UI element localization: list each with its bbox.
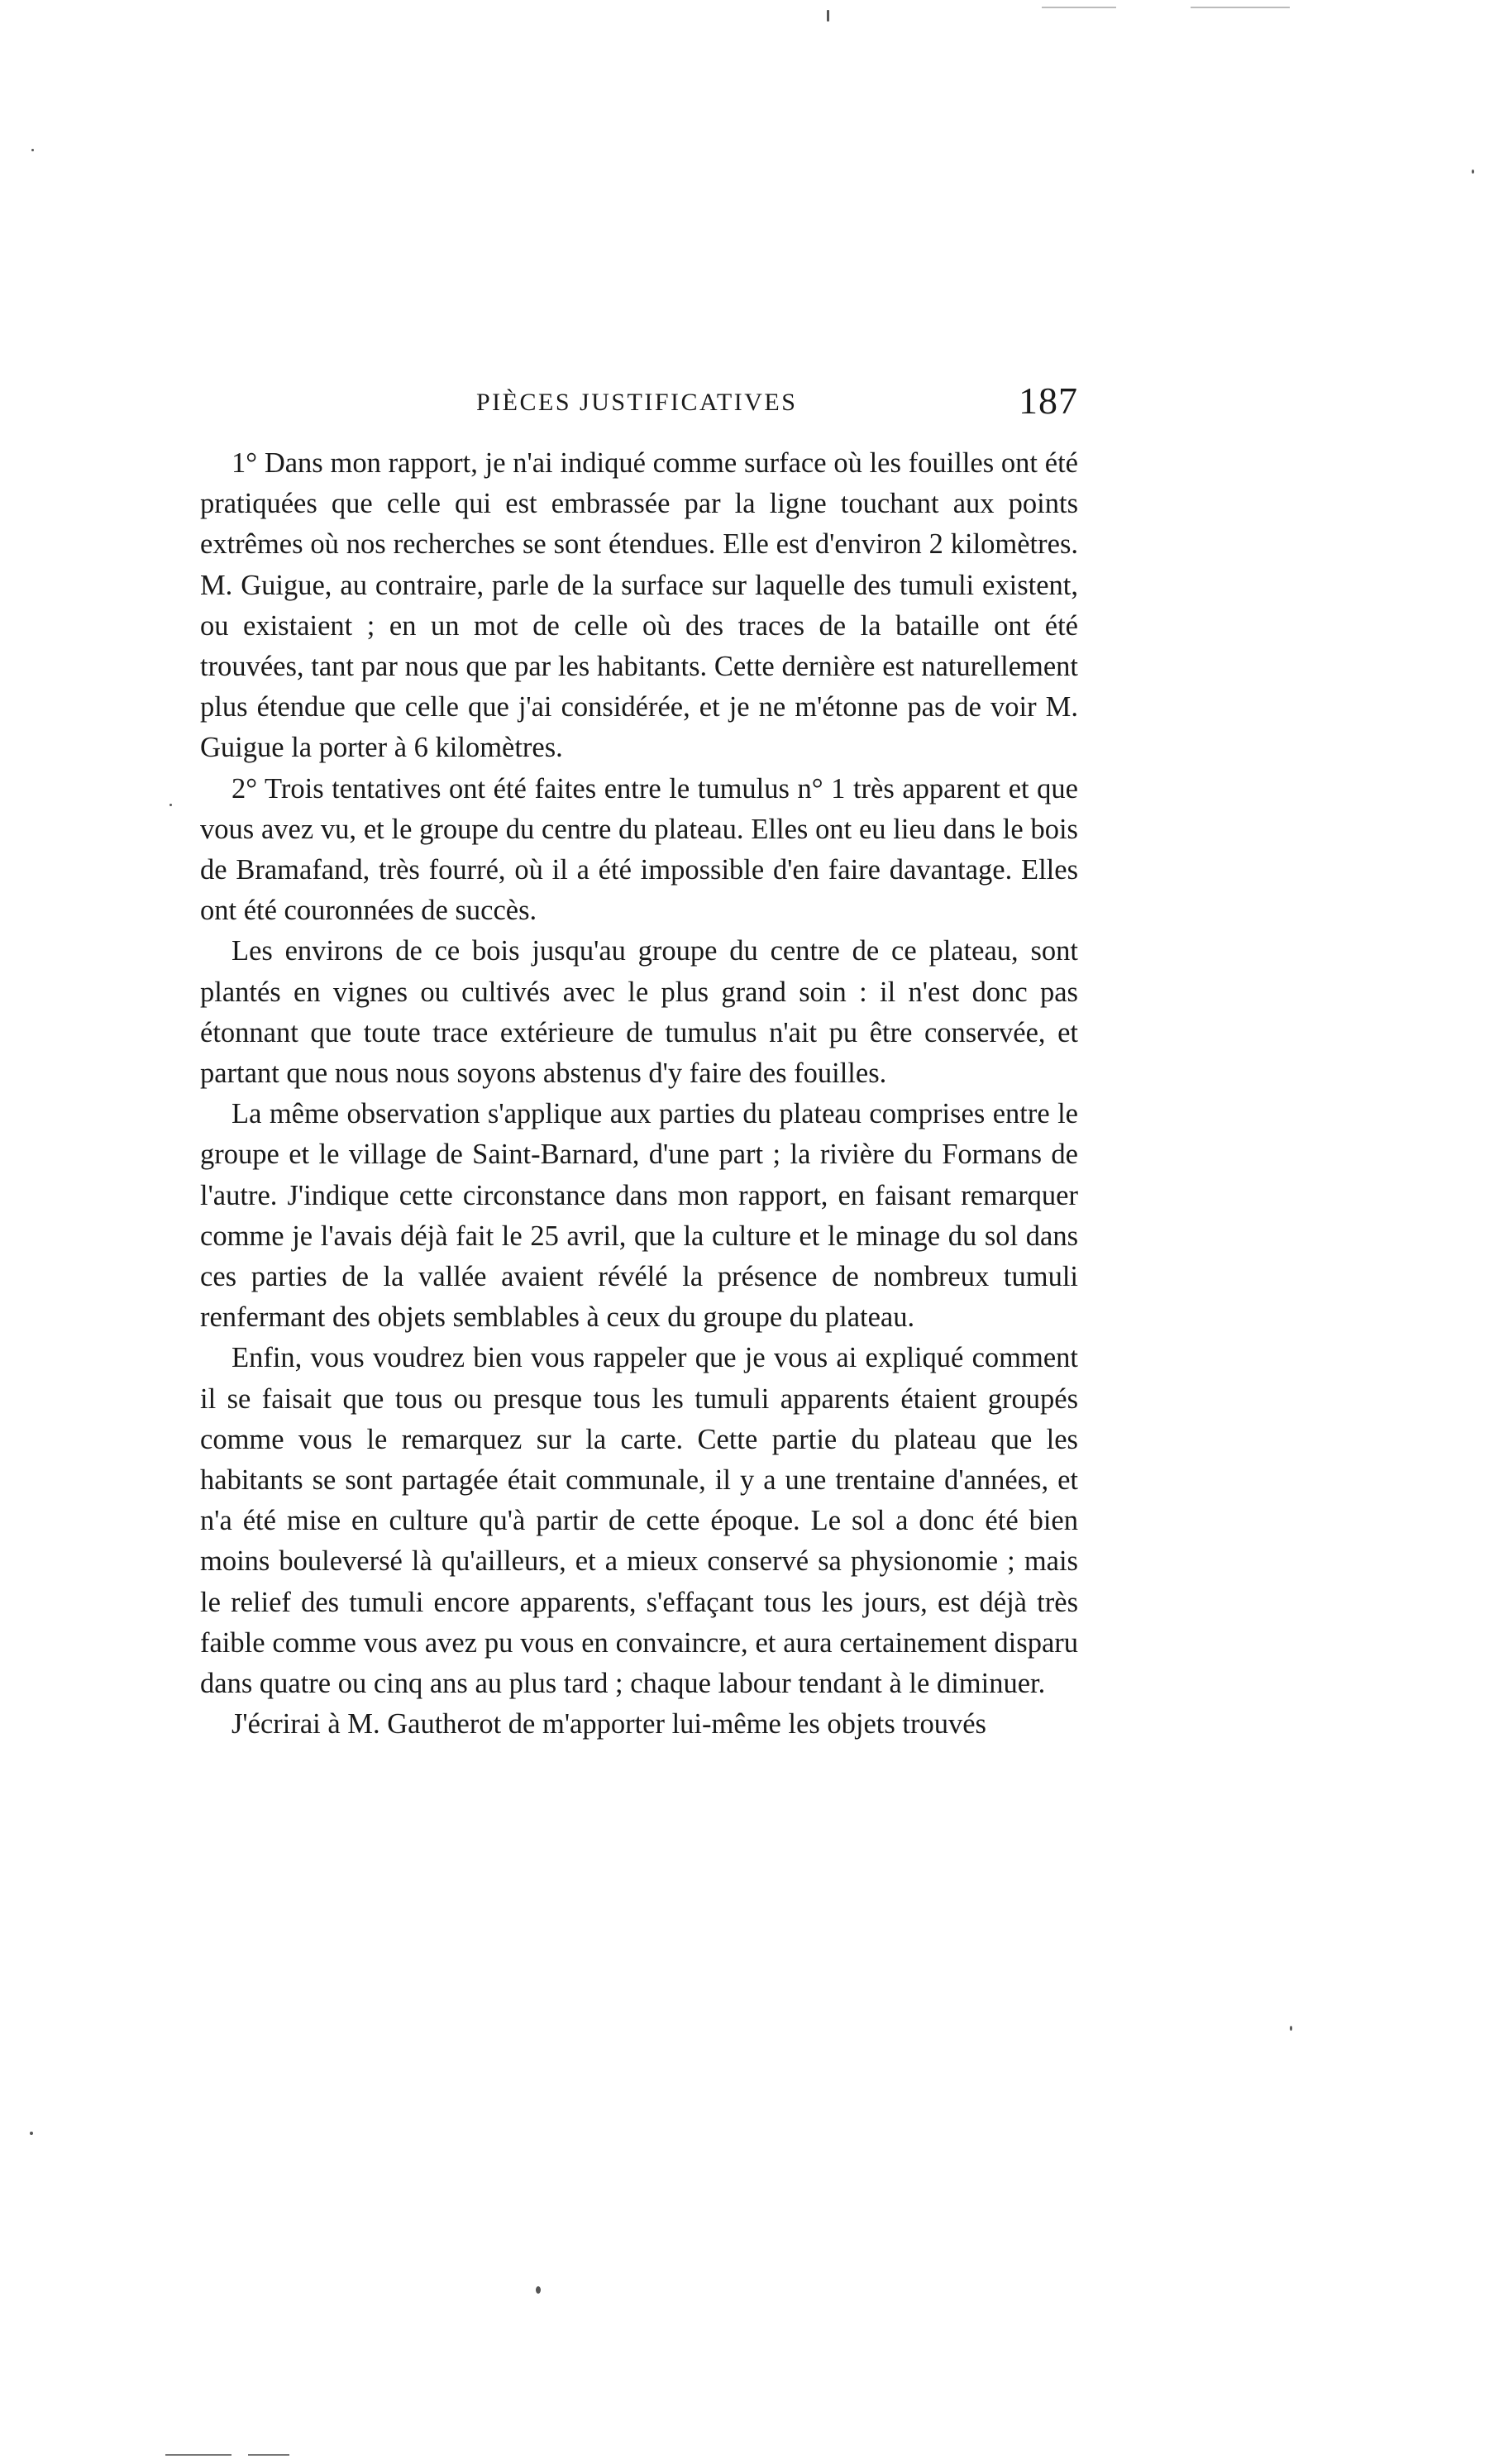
scan-edge-mark: [248, 2454, 289, 2456]
paragraph-6: J'écrirai à M. Gautherot de m'apporter lui-même les objets trouvés: [231, 1708, 986, 1741]
running-header: [200, 379, 1078, 428]
scan-speck: [31, 149, 34, 151]
body-text: [200, 443, 1078, 1745]
scan-speck: [536, 2286, 541, 2294]
scan-speck: [30, 2132, 33, 2135]
paragraph-2: 2° Trois tentatives ont été faites entre le tumulus n° 1 très apparent et que vous avez vu, et le groupe du centre du plateau. Elles ont eu lieu dans le bois de Bramafand, très fourré, où il a été impossible d'en faire davantage. Elles ont été couronnées de succès.: [200, 772, 1078, 927]
scan-edge-mark: [1191, 7, 1290, 8]
paragraph-1: 1° Dans mon rapport, je n'ai indiqué comme surface où les fouilles ont été pratiquées que celle qui est embrassée par la ligne touchant aux points extrêmes où nos recherches se sont étendues. Elle est d'environ 2 kilomètres. M. Guigue, au contraire, parle de la surface sur laquelle des tumuli existent, ou existaient ; en un mot de celle où des traces de la bataille ont été trouvées, tant par nous que par les habitants. Cette dernière est naturellement plus étendue que celle que j'ai considérée, et je ne m'étonne pas de voir M. Guigue la porter à 6 kilomètres.: [200, 447, 1078, 764]
scan-speck: [169, 804, 172, 806]
scan-speck: [827, 10, 829, 21]
paragraph-5: Enfin, vous voudrez bien vous rappeler que je vous ai expliqué comment il se faisait que tous ou presque tous les tumuli apparents étaient groupés comme vous le remarquez sur la carte. Cette partie du plateau que les habitants se sont partagée était communale, il y a une trentaine d'années, et n'a été mise en culture qu'à partir de cette époque. Le sol a donc été bien moins bouleversé là qu'ailleurs, et a mieux conservé sa physionomie ; mais le relief des tumuli encore apparents, s'effaçant tous les jours, est déjà très faible comme vous avez pu vous en convaincre, et aura certainement disparu dans quatre ou cinq ans au plus tard ; chaque labour tendant à le diminuer.: [200, 1342, 1078, 1700]
scan-speck: [1472, 170, 1474, 174]
paragraph-3: Les environs de ce bois jusqu'au groupe du centre de ce plateau, sont plantés en vignes ou cultivés avec le plus grand soin : il n'est donc pas étonnant que toute trace extérieure de tumulus n'ait pu être conservée, et partant que nous nous soyons abstenus d'y faire des fouilles.: [200, 935, 1078, 1090]
scan-edge-mark: [165, 2454, 231, 2456]
page-number: 187: [1019, 380, 1078, 422]
scan-speck: [1290, 2026, 1292, 2031]
scan-edge-mark: [1042, 7, 1116, 8]
paragraph-4: La même observation s'applique aux parties du plateau comprises entre le groupe et le village de Saint-Barnard, d'une part ; la rivière du Formans de l'autre. J'indique cette circonstance dans mon rapport, en faisant remarquer comme je l'avais déjà fait le 25 avril, que la culture et le minage du sol dans ces parties de la vallée avaient révélé la présence de nombreux tumuli renfermant des objets semblables à ceux du groupe du plateau.: [200, 1098, 1078, 1334]
running-title: PIÈCES JUSTIFICATIVES: [476, 389, 798, 416]
